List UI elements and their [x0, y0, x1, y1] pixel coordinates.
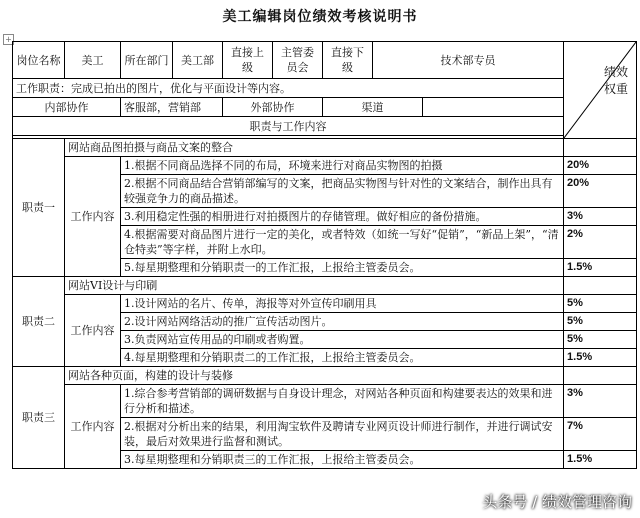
- document-title: 美工编辑岗位绩效考核说明书: [222, 9, 418, 25]
- direct-subordinate-value: 技术部专员: [373, 42, 564, 79]
- duty-3-item-2: 2.根据对分析出来的结果，利用淘宝软件及聘请专业网页设计师进行制作，并进行调试安装，最后对效果进行监督和测试。: [121, 418, 564, 451]
- direct-superior-label: 直接上级: [223, 42, 273, 79]
- duty-2-label: 职责二: [13, 277, 65, 367]
- duty-3-label: 职责三: [13, 367, 65, 469]
- supervisor-committee: 主管委员会: [273, 42, 323, 79]
- duty-1-item-4: 4.根据需要对商品图片进行一定的美化，或者特效（如统一写好“促销”，“新品上架”，“清仓特卖”等字样，并附上水印。: [121, 226, 564, 259]
- position-label: 岗位名称: [13, 42, 65, 79]
- duty-2-item-2: 2.设计网站网络活动的推广宣传活动图片。: [121, 313, 564, 331]
- appraisal-table: [12, 41, 637, 469]
- duty-3-heading-weight: [564, 367, 637, 385]
- duty-2-item-3: 3.负责网站宣传用品的印刷或者购置。: [121, 331, 564, 349]
- external-cooperation-label: 外部协作: [223, 98, 323, 117]
- department-value: 美工部: [173, 42, 223, 79]
- duty-1-item-4-weight: 2%: [564, 226, 637, 259]
- duty-1-item-3-weight: 3%: [564, 208, 637, 226]
- channel-label: 渠道: [323, 98, 423, 117]
- duty-1-heading: 网站商品图拍摄与商品文案的整合: [65, 139, 564, 157]
- duty-2-item-4-weight: 1.5%: [564, 349, 637, 367]
- direct-subordinate-label: 直接下级: [323, 42, 373, 79]
- duty-3-item-1: 1.综合参考营销部的调研数据与自身设计理念，对网站各种页面和构建要表达的效果和进行分析和描述。: [121, 385, 564, 418]
- duty-3-item-1-weight: 3%: [564, 385, 637, 418]
- duty-1-item-1-weight: 20%: [564, 157, 637, 175]
- duty-2-item-1: 1.设计网站的名片、传单，海报等对外宣传印刷用具: [121, 295, 564, 313]
- weight-header-cell: [564, 42, 637, 139]
- duty-1-item-2: 2.根据不同商品结合营销部编写的文案，把商品实物图与针对性的文案结合，制作出具有较强竞争力的商品描述。: [121, 175, 564, 208]
- channel-value: [423, 98, 564, 117]
- duty-2-heading-weight: [564, 277, 637, 295]
- duty-2-item-3-weight: 5%: [564, 331, 637, 349]
- duty-1-item-2-weight: 20%: [564, 175, 637, 208]
- duty-summary: 工作职责：完成已拍出的图片，优化与平面设计等内容。: [13, 79, 564, 98]
- table-move-handle-icon[interactable]: +: [3, 34, 14, 45]
- duty-1-item-5-weight: 1.5%: [564, 259, 637, 277]
- duty-2-heading: 网站VI设计与印刷: [65, 277, 564, 295]
- duty-3-work-label: 工作内容: [65, 385, 121, 469]
- duty-1-heading-weight: [564, 139, 637, 157]
- internal-cooperation-label: 内部协作: [13, 98, 121, 117]
- watermark: 头条号 / 绩效管理咨询: [482, 493, 632, 511]
- duty-1-item-5: 5.每星期整理和分销职责一的工作汇报，上报给主管委员会。: [121, 259, 564, 277]
- position-value: 美工: [65, 42, 121, 79]
- weight-label: [604, 64, 628, 98]
- duty-3-item-3-weight: 1.5%: [564, 451, 637, 469]
- duty-2-work-label: 工作内容: [65, 295, 121, 367]
- duty-2-item-2-weight: 5%: [564, 313, 637, 331]
- duty-3-item-2-weight: 7%: [564, 418, 637, 451]
- duty-1-work-label: 工作内容: [65, 157, 121, 277]
- duty-3-heading: 网站各种页面，构建的设计与装修: [65, 367, 564, 385]
- duty-1-item-3: 3.利用稳定性强的相册进行对拍摄图片的存储管理。做好相应的备份措施。: [121, 208, 564, 226]
- duty-3-item-3: 3.每星期整理和分销职责三的工作汇报，上报给主管委员会。: [121, 451, 564, 469]
- weight-label-line-1: 绩效: [604, 65, 629, 79]
- duty-1-item-1: 1.根据不同商品选择不同的布局，环境来进行对商品实物图的拍摄: [121, 157, 564, 175]
- weight-label-line-2: 权重: [604, 82, 629, 96]
- duty-2-item-4: 4.每星期整理和分销职责二的工作汇报，上报给主管委员会。: [121, 349, 564, 367]
- duty-1-label: 职责一: [13, 139, 65, 277]
- internal-cooperation-value: 客服部，营销部: [121, 98, 223, 117]
- department-label: 所在部门: [121, 42, 173, 79]
- duty-2-item-1-weight: 5%: [564, 295, 637, 313]
- content-header: 职责与工作内容: [13, 117, 564, 136]
